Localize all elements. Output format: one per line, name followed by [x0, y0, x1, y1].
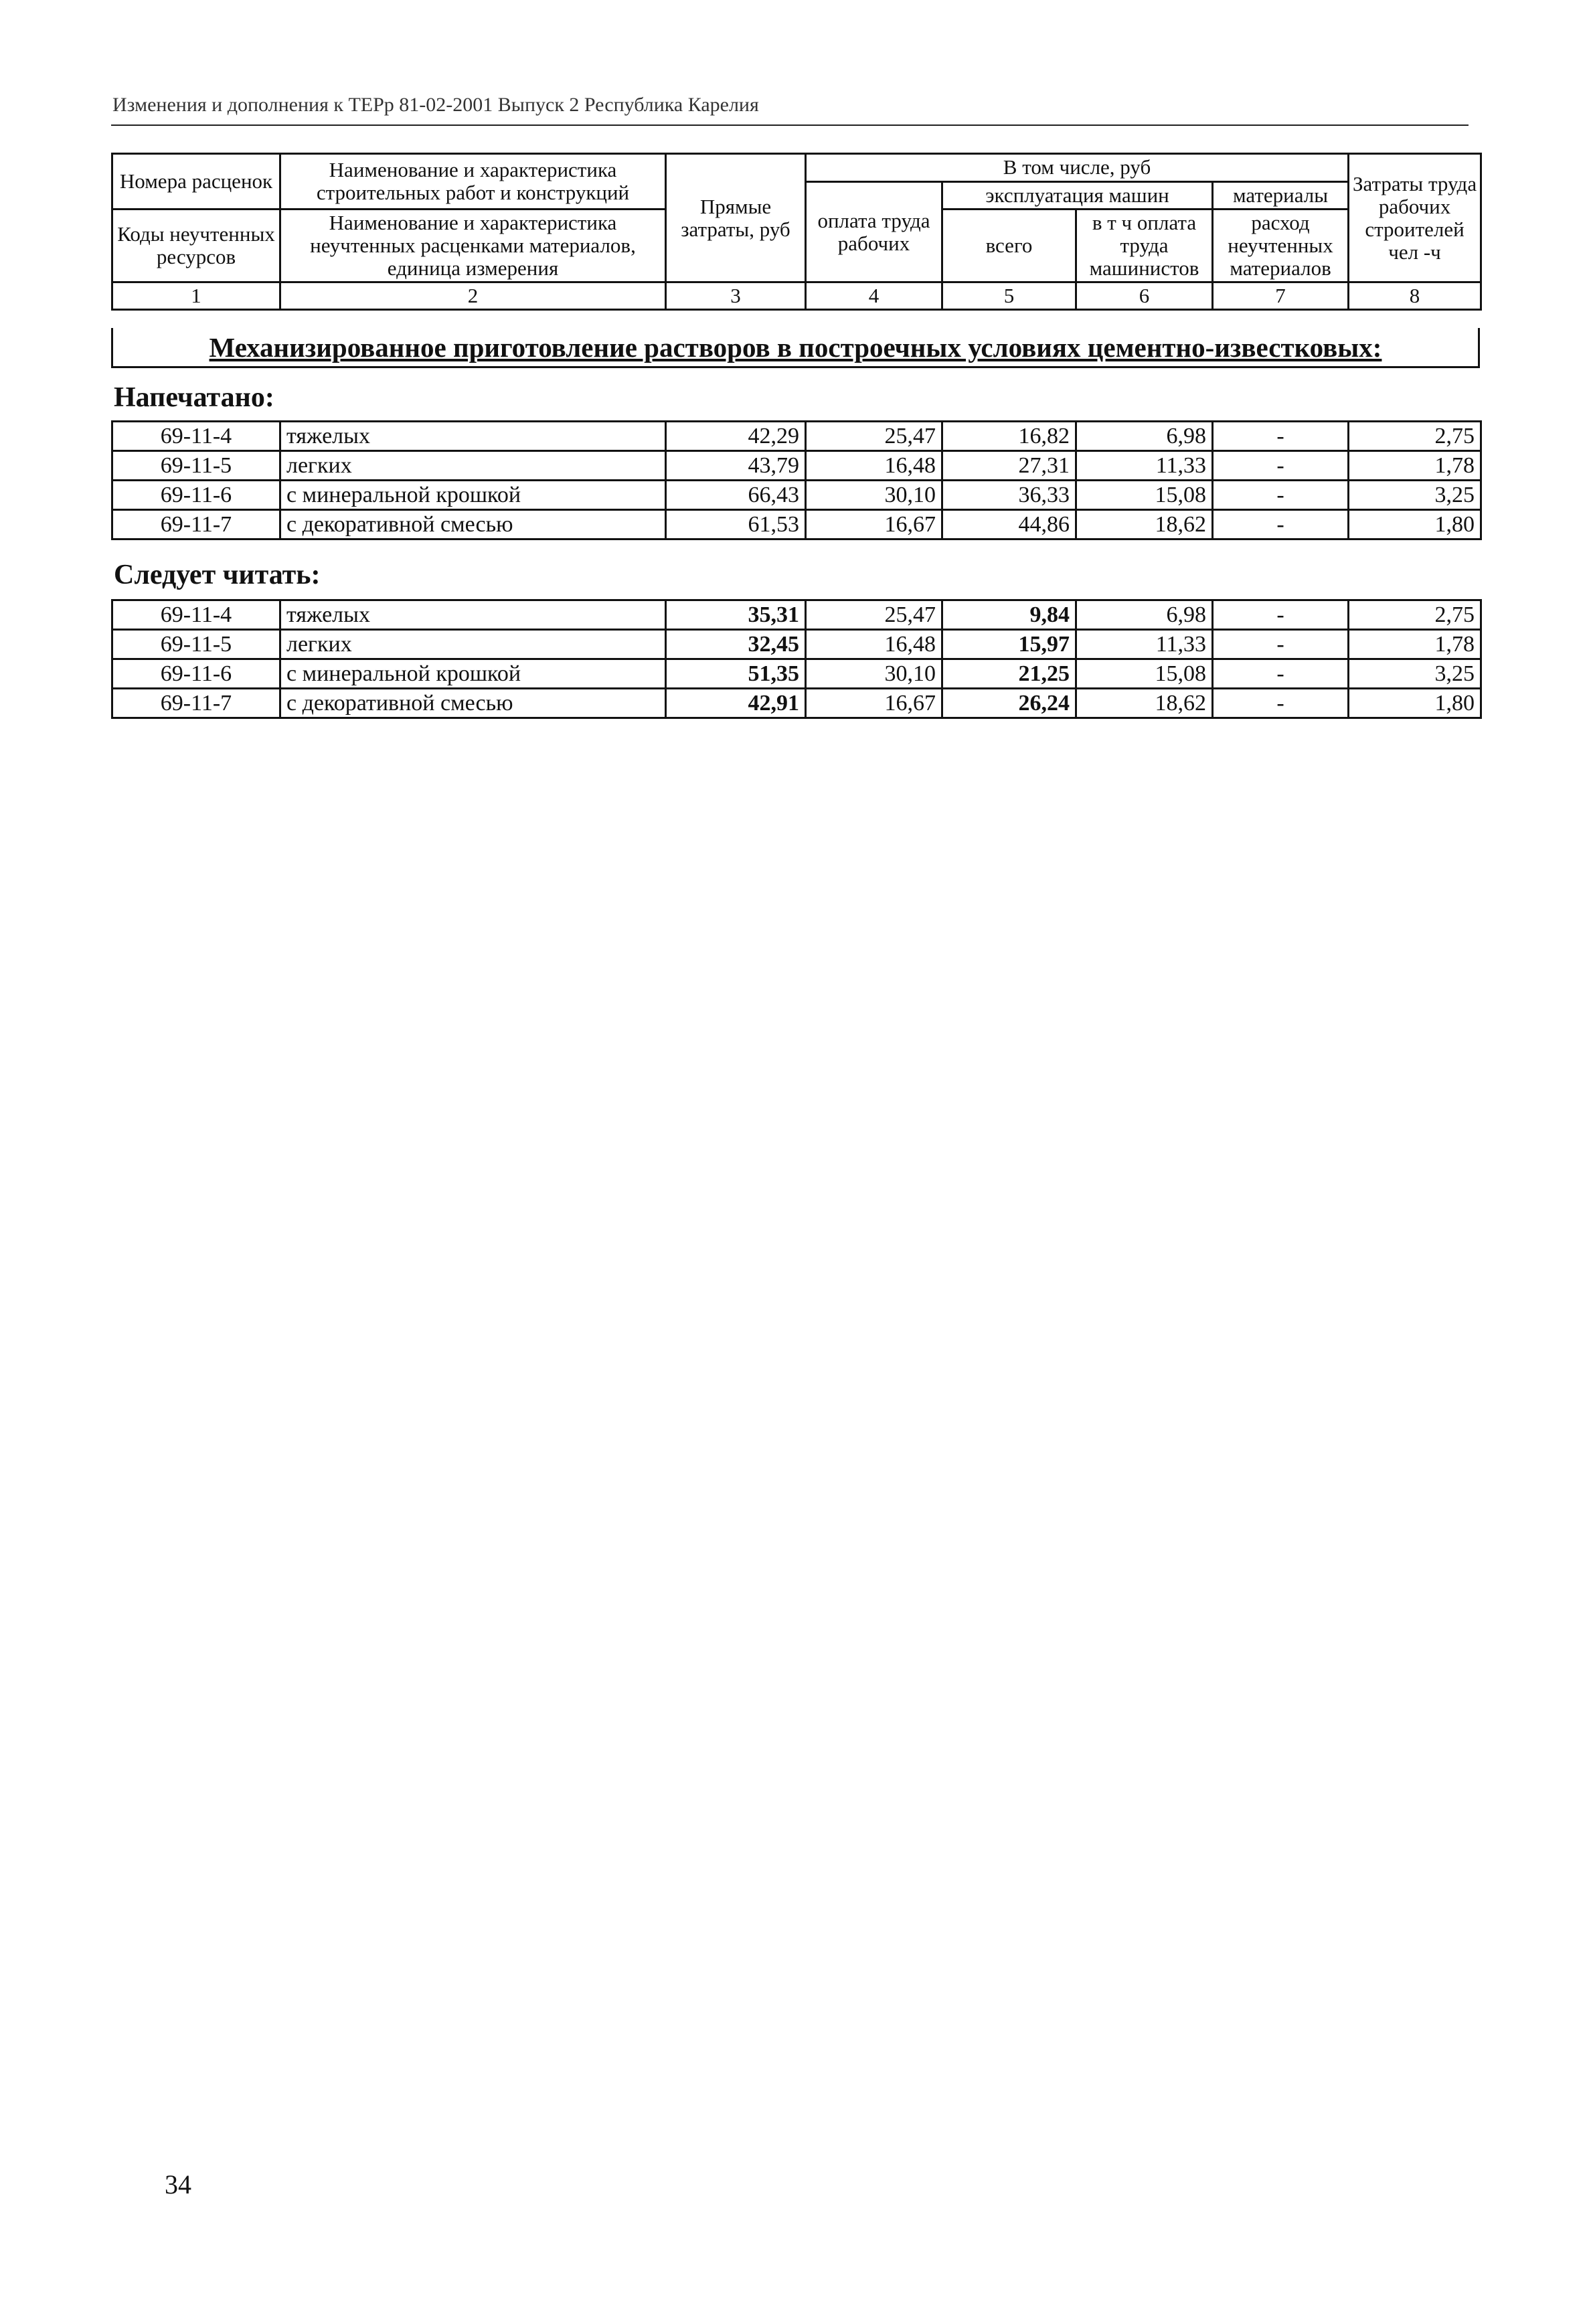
machines-cell: 27,31	[942, 451, 1076, 481]
direct-cost-cell: 42,29	[666, 422, 806, 451]
direct-cost-cell: 35,31	[666, 600, 806, 630]
materials-cell: -	[1213, 659, 1349, 689]
code-cell: 69-11-6	[112, 659, 280, 689]
materials-cell: -	[1213, 422, 1349, 451]
machines-cell: 36,33	[942, 481, 1076, 510]
table-row	[112, 659, 1481, 689]
labor-cell: 2,75	[1349, 422, 1481, 451]
col-number: 7	[1213, 282, 1349, 310]
labor-cell: 3,25	[1349, 481, 1481, 510]
wages-cell: 30,10	[806, 659, 942, 689]
printed-table	[111, 420, 1482, 540]
materials-cell: -	[1213, 510, 1349, 540]
machines-cell: 16,82	[942, 422, 1076, 451]
table-row	[112, 481, 1481, 510]
name-cell: легких	[280, 630, 666, 659]
direct-cost-cell: 61,53	[666, 510, 806, 540]
operators-cell: 15,08	[1076, 481, 1213, 510]
name-cell: тяжелых	[280, 422, 666, 451]
col-2-bottom: Наименование и характеристика неучтенных расценками материалов, единица измерения	[280, 210, 666, 282]
wages-cell: 25,47	[806, 600, 942, 630]
name-cell: с минеральной крошкой	[280, 481, 666, 510]
table-row	[112, 422, 1481, 451]
labor-cell: 1,78	[1349, 630, 1481, 659]
col-number: 5	[942, 282, 1076, 310]
page-number: 34	[165, 2169, 191, 2200]
operators-cell: 15,08	[1076, 659, 1213, 689]
table-row	[112, 451, 1481, 481]
operators-cell: 18,62	[1076, 689, 1213, 718]
printed-label: Напечатано:	[114, 382, 274, 413]
name-cell: с декоративной смесью	[280, 689, 666, 718]
direct-cost-cell: 42,91	[666, 689, 806, 718]
machines-cell: 21,25	[942, 659, 1076, 689]
col-number: 6	[1076, 282, 1213, 310]
wages-cell: 16,67	[806, 510, 942, 540]
code-cell: 69-11-6	[112, 481, 280, 510]
wages-cell: 16,67	[806, 689, 942, 718]
name-cell: тяжелых	[280, 600, 666, 630]
materials-cell: -	[1213, 451, 1349, 481]
operators-cell: 18,62	[1076, 510, 1213, 540]
code-cell: 69-11-5	[112, 630, 280, 659]
labor-cell: 1,80	[1349, 510, 1481, 540]
document-header: Изменения и дополнения к ТЕРр 81-02-2001 Выпуск 2 Республика Карелия	[112, 94, 759, 116]
col-7-header: расход неучтенных материалов	[1213, 210, 1349, 282]
direct-cost-cell: 51,35	[666, 659, 806, 689]
operators-cell: 6,98	[1076, 422, 1213, 451]
col-1-bottom: Коды неучтенных ресурсов	[112, 210, 280, 282]
labor-cell: 1,80	[1349, 689, 1481, 718]
col-1-top: Номера расценок	[112, 154, 280, 210]
col-number: 2	[280, 282, 666, 310]
col-number: 3	[666, 282, 806, 310]
code-cell: 69-11-4	[112, 600, 280, 630]
code-cell: 69-11-7	[112, 689, 280, 718]
wages-cell: 16,48	[806, 451, 942, 481]
labor-cell: 2,75	[1349, 600, 1481, 630]
direct-cost-cell: 66,43	[666, 481, 806, 510]
group-header: В том числе, руб	[806, 154, 1349, 182]
labor-cell: 3,25	[1349, 659, 1481, 689]
wages-cell: 16,48	[806, 630, 942, 659]
machines-cell: 26,24	[942, 689, 1076, 718]
wages-cell: 30,10	[806, 481, 942, 510]
col-2-top: Наименование и характеристика строительных работ и конструкций	[280, 154, 666, 210]
col-6-header: в т ч оплата труда машинистов	[1076, 210, 1213, 282]
operators-cell: 6,98	[1076, 600, 1213, 630]
col-5-header: всего	[942, 210, 1076, 282]
col-number: 8	[1349, 282, 1481, 310]
table-row	[112, 630, 1481, 659]
materials-cell: -	[1213, 689, 1349, 718]
code-cell: 69-11-7	[112, 510, 280, 540]
machines-header: эксплуатация машин	[942, 182, 1213, 210]
materials-cell: -	[1213, 600, 1349, 630]
corrected-table	[111, 599, 1482, 719]
section-title: Механизированное приготовление растворов в построечных условиях цементно-известковых:	[111, 328, 1480, 368]
operators-cell: 11,33	[1076, 451, 1213, 481]
name-cell: легких	[280, 451, 666, 481]
machines-cell: 44,86	[942, 510, 1076, 540]
code-cell: 69-11-4	[112, 422, 280, 451]
col-8-header: Затраты труда рабочих строителей чел -ч	[1349, 154, 1481, 282]
col-number: 4	[806, 282, 942, 310]
table-row	[112, 510, 1481, 540]
direct-cost-cell: 32,45	[666, 630, 806, 659]
materials-header: материалы	[1213, 182, 1349, 210]
column-header-table	[111, 153, 1482, 311]
materials-cell: -	[1213, 481, 1349, 510]
materials-cell: -	[1213, 630, 1349, 659]
name-cell: с декоративной смесью	[280, 510, 666, 540]
labor-cell: 1,78	[1349, 451, 1481, 481]
col-3-header: Прямые затраты, руб	[666, 154, 806, 282]
header-rule	[111, 124, 1469, 126]
code-cell: 69-11-5	[112, 451, 280, 481]
corrected-label: Следует читать:	[114, 560, 321, 590]
col-number: 1	[112, 282, 280, 310]
operators-cell: 11,33	[1076, 630, 1213, 659]
direct-cost-cell: 43,79	[666, 451, 806, 481]
col-4-header: оплата труда рабочих	[806, 182, 942, 282]
machines-cell: 15,97	[942, 630, 1076, 659]
table-row	[112, 600, 1481, 630]
wages-cell: 25,47	[806, 422, 942, 451]
machines-cell: 9,84	[942, 600, 1076, 630]
name-cell: с минеральной крошкой	[280, 659, 666, 689]
table-row	[112, 689, 1481, 718]
